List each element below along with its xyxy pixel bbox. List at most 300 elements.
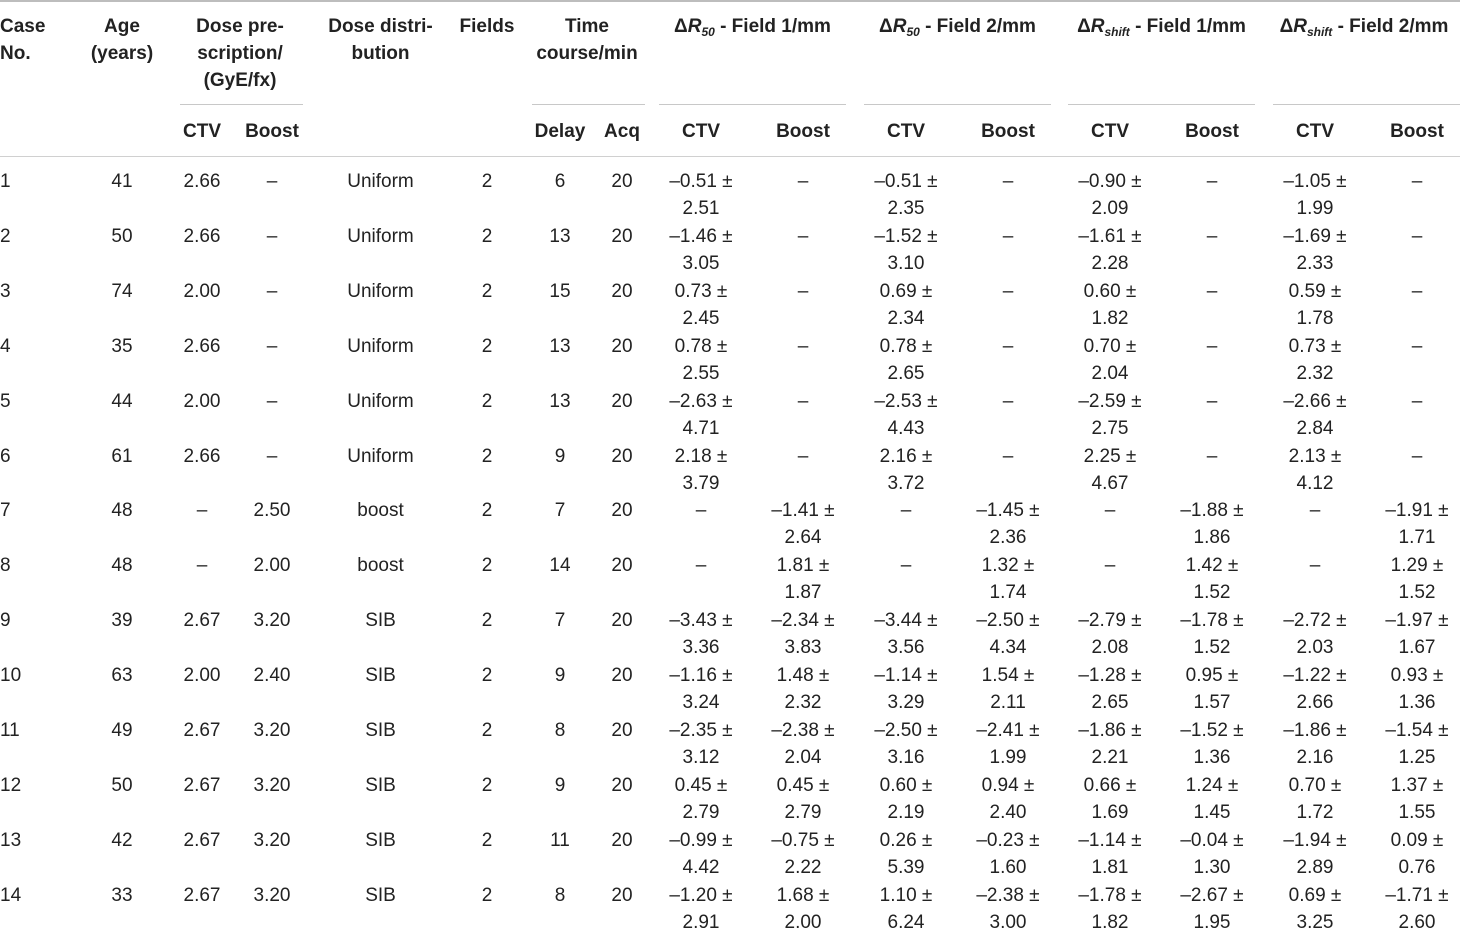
cell-dr50-f2-boost <box>965 552 1051 606</box>
cell-drshift-f1-boost <box>1169 717 1255 771</box>
cell-line: –2.63 ± <box>669 390 733 412</box>
table-row <box>0 827 1460 882</box>
cell-dr50-f1-boost <box>760 278 846 305</box>
table-row <box>0 662 1460 717</box>
cell-dr50-f1-boost <box>760 388 846 415</box>
cell-line: 0.60 ± <box>1083 280 1137 302</box>
cell-line: 0.93 ± <box>1390 665 1444 687</box>
cell-drshift-f2-boost <box>1374 278 1460 305</box>
header-drshift-field2 <box>1268 13 1460 40</box>
header-case <box>0 13 70 67</box>
table-top-rule <box>0 0 1460 2</box>
cell-drshift-f1-ctv <box>1069 388 1151 442</box>
cell-line: 1.32 ± <box>981 555 1035 577</box>
cell-drshift-f2-boost <box>1374 552 1460 606</box>
cell-dose-boost: 2.00 <box>253 555 291 577</box>
table-row <box>0 333 1460 388</box>
cell-case: 7 <box>0 500 11 522</box>
cell-line: 0.94 ± <box>981 774 1035 796</box>
cell-line: 2.60 <box>1398 911 1436 933</box>
cell-line: 1.45 <box>1193 801 1231 823</box>
group-rule-dr50-f2 <box>864 104 1051 105</box>
cell-drshift-f2-ctv <box>1274 662 1356 716</box>
subheader-dose-boost: Boost <box>245 121 299 142</box>
cell-drshift-f2-ctv <box>1274 497 1356 524</box>
cell-line: –1.41 ± <box>771 500 835 522</box>
cell-line: –2.38 ± <box>771 720 835 741</box>
delta-symbol: Δ <box>879 16 893 37</box>
group-rule-drshift-f1 <box>1068 104 1255 105</box>
cell-dose-distribution: SIB <box>365 720 396 741</box>
cell-dose-distribution: SIB <box>365 829 396 851</box>
cell-line: –1.54 ± <box>1385 720 1449 741</box>
cell-fields: 2 <box>481 774 493 796</box>
cell-dose-ctv: 2.66 <box>183 225 221 247</box>
cell-dose-boost: – <box>266 225 278 247</box>
cell-line: – <box>1104 555 1116 577</box>
cell-fields: 2 <box>481 280 493 302</box>
cell-line: 1.60 <box>989 856 1027 878</box>
cell-line: – <box>695 555 707 577</box>
header-case-line2: No. <box>0 43 31 64</box>
cell-acq: 20 <box>611 445 633 467</box>
cell-line: –1.97 ± <box>1385 610 1449 632</box>
cell-line: 0.59 ± <box>1288 280 1342 302</box>
cell-delay: 8 <box>554 884 566 906</box>
cell-line: – <box>695 500 707 522</box>
cell-fields: 2 <box>481 445 493 467</box>
cell-line: 1.48 ± <box>776 665 830 687</box>
cell-delay: 7 <box>554 610 566 632</box>
cell-line: 2.45 <box>682 307 720 329</box>
cell-case: 12 <box>0 774 22 796</box>
cell-age: 41 <box>111 171 133 192</box>
cell-dose-ctv: 2.66 <box>183 335 221 357</box>
cell-fields: 2 <box>481 555 493 577</box>
cell-dose-distribution: SIB <box>365 665 396 687</box>
subheader-dr50-f2-ctv: CTV <box>887 121 925 142</box>
cell-drshift-f2-boost <box>1374 827 1460 881</box>
cell-drshift-f2-ctv <box>1274 443 1356 497</box>
cell-line: 4.12 <box>1296 472 1334 494</box>
cell-line: 4.67 <box>1091 472 1129 494</box>
cell-line: 4.43 <box>887 417 925 439</box>
cell-line: 1.81 <box>1091 856 1129 878</box>
group-rule-time <box>532 104 645 105</box>
cell-drshift-f1-ctv <box>1069 333 1151 387</box>
cell-dose-distribution: boost <box>357 500 404 522</box>
cell-line: –1.78 ± <box>1180 610 1244 632</box>
cell-delay: 13 <box>549 335 571 357</box>
cell-dose-distribution: Uniform <box>347 280 414 302</box>
cell-line: 3.00 <box>989 911 1027 933</box>
cell-delay: 9 <box>554 774 566 796</box>
cell-line: 2.79 <box>784 801 822 823</box>
cell-age: 35 <box>111 335 133 357</box>
cell-dr50-f2-ctv <box>865 772 947 826</box>
cell-line: 1.37 ± <box>1390 774 1444 796</box>
cell-dr50-f1-ctv <box>660 662 742 716</box>
cell-dose-distribution: SIB <box>365 774 396 796</box>
cell-dose-distribution: SIB <box>365 884 396 906</box>
cell-dr50-f2-ctv <box>865 607 947 661</box>
cell-case: 8 <box>0 555 11 577</box>
header-drshift-field1 <box>1063 13 1260 40</box>
header-dose-prescription <box>175 13 305 94</box>
cell-dr50-f2-ctv <box>865 278 947 332</box>
cell-line: 1.69 <box>1091 801 1129 823</box>
cell-drshift-f2-boost <box>1374 388 1460 415</box>
cell-line: – <box>797 280 809 302</box>
cell-line: – <box>1206 280 1218 302</box>
cell-drshift-f2-ctv <box>1274 827 1356 881</box>
cell-line: –2.67 ± <box>1180 884 1244 906</box>
cell-dr50-f1-boost <box>760 223 846 250</box>
header-drshift-field2-suffix: - Field 2/mm <box>1332 16 1449 37</box>
cell-line: –1.78 ± <box>1078 884 1142 906</box>
cell-line: 1.52 <box>1398 582 1436 604</box>
cell-line: 2.32 <box>784 692 822 714</box>
cell-dose-distribution: SIB <box>365 610 396 632</box>
header-dr50-field2-r: R <box>892 16 907 37</box>
cell-dr50-f2-ctv <box>865 882 947 936</box>
cell-line: 2.00 <box>784 911 822 933</box>
header-dose-distribution-line1: Dose distri- <box>328 16 433 37</box>
cell-line: 1.87 <box>784 582 822 604</box>
cell-dr50-f2-ctv <box>865 717 947 771</box>
cell-line: 2.13 ± <box>1288 445 1342 467</box>
cell-dose-boost: – <box>266 445 278 467</box>
table-row <box>0 388 1460 443</box>
cell-dose-boost: 2.50 <box>253 500 291 522</box>
cell-dr50-f2-boost <box>965 662 1051 716</box>
table-row <box>0 497 1460 552</box>
cell-line: 0.69 ± <box>879 280 933 302</box>
cell-age: 49 <box>111 720 133 741</box>
cell-line: –1.69 ± <box>1283 225 1347 247</box>
cell-line: –1.52 ± <box>1180 720 1244 741</box>
cell-line: 4.34 <box>989 637 1027 659</box>
cell-dr50-f1-ctv <box>660 607 742 661</box>
cell-line: 2.51 <box>682 198 720 219</box>
cell-line: – <box>797 171 809 192</box>
cell-dr50-f1-boost <box>760 168 846 195</box>
cell-drshift-f2-ctv <box>1274 882 1356 936</box>
cell-dr50-f2-boost <box>965 443 1051 470</box>
cell-line: 2.36 <box>989 527 1027 549</box>
cell-dr50-f1-ctv <box>660 388 742 442</box>
cell-line: –2.35 ± <box>669 720 733 741</box>
cell-fields: 2 <box>481 665 493 687</box>
cell-line: 2.40 <box>989 801 1027 823</box>
cell-age: 63 <box>111 665 133 687</box>
cell-drshift-f1-ctv <box>1069 443 1151 497</box>
cell-acq: 20 <box>611 665 633 687</box>
cell-delay: 6 <box>554 171 566 192</box>
cell-line: 2.28 <box>1091 252 1129 274</box>
cell-fields: 2 <box>481 335 493 357</box>
cell-drshift-f1-boost <box>1169 827 1255 881</box>
cell-line: 1.57 <box>1193 692 1231 714</box>
cell-drshift-f2-ctv <box>1274 552 1356 579</box>
cell-line: 1.99 <box>1296 198 1334 219</box>
cell-line: 1.55 <box>1398 801 1436 823</box>
subheader-delay: Delay <box>534 121 586 142</box>
cell-line: – <box>1206 390 1218 412</box>
cell-dose-boost: – <box>266 335 278 357</box>
cell-line: – <box>1002 390 1014 412</box>
table-row <box>0 223 1460 278</box>
cell-drshift-f1-boost <box>1169 607 1255 661</box>
cell-line: 2.32 <box>1296 362 1334 384</box>
cell-dr50-f2-ctv <box>865 827 947 881</box>
cell-line: –1.20 ± <box>669 884 733 906</box>
header-dose-distribution-line2: bution <box>351 43 410 64</box>
cell-dose-distribution: Uniform <box>347 335 414 357</box>
cell-drshift-f1-ctv <box>1069 223 1151 277</box>
cell-acq: 20 <box>611 829 633 851</box>
cell-line: 1.67 <box>1398 637 1436 659</box>
cell-line: 1.52 <box>1193 637 1231 659</box>
cell-dose-ctv: 2.00 <box>183 665 221 687</box>
cell-dr50-f1-boost <box>760 497 846 551</box>
cell-case: 5 <box>0 390 11 412</box>
cell-drshift-f1-boost <box>1169 772 1255 826</box>
cell-line: –1.94 ± <box>1283 829 1347 851</box>
cell-age: 39 <box>111 610 133 632</box>
cell-dose-distribution: boost <box>357 555 404 577</box>
cell-drshift-f2-ctv <box>1274 772 1356 826</box>
cell-line: 0.60 ± <box>879 774 933 796</box>
cell-line: 0.66 ± <box>1083 774 1137 796</box>
cell-dr50-f1-ctv <box>660 717 742 771</box>
header-dr50-field2-suffix: - Field 2/mm <box>919 16 1036 37</box>
cell-line: 3.25 <box>1296 911 1334 933</box>
cell-dr50-f2-ctv <box>865 497 947 524</box>
cell-dr50-f2-ctv <box>865 388 947 442</box>
cell-line: 3.83 <box>784 637 822 659</box>
cell-dr50-f1-boost <box>760 552 846 606</box>
header-age-line2: (years) <box>90 43 154 64</box>
cell-line: – <box>1002 280 1014 302</box>
cell-dose-ctv: 2.67 <box>183 720 221 741</box>
cell-dose-ctv: – <box>196 500 208 522</box>
cell-delay: 14 <box>549 555 571 577</box>
cell-line: 0.70 ± <box>1288 774 1342 796</box>
cell-line: 3.29 <box>887 692 925 714</box>
cell-line: – <box>1206 225 1218 247</box>
cell-case: 11 <box>0 720 20 741</box>
cell-acq: 20 <box>611 555 633 577</box>
cell-age: 74 <box>111 280 133 302</box>
cell-line: 2.03 <box>1296 637 1334 659</box>
cell-dose-boost: 3.20 <box>253 774 291 796</box>
cell-line: 0.95 ± <box>1185 665 1239 687</box>
cell-fields: 2 <box>481 884 493 906</box>
cell-dr50-f2-boost <box>965 772 1051 826</box>
cell-fields: 2 <box>481 171 493 192</box>
cell-line: –1.46 ± <box>669 225 733 247</box>
cell-drshift-f2-boost <box>1374 662 1460 716</box>
cell-line: 1.95 <box>1193 911 1231 933</box>
cell-line: – <box>1309 555 1321 577</box>
cell-drshift-f1-ctv <box>1069 662 1151 716</box>
cell-line: – <box>900 500 912 522</box>
cell-acq: 20 <box>611 884 633 906</box>
table-row <box>0 717 1460 772</box>
table-row <box>0 278 1460 333</box>
cell-line: 3.72 <box>887 472 925 494</box>
cell-dr50-f2-boost <box>965 497 1051 551</box>
cell-dr50-f1-ctv <box>660 443 742 497</box>
cell-line: 1.54 ± <box>981 665 1035 687</box>
cell-dose-boost: – <box>266 171 278 192</box>
cell-line: –1.86 ± <box>1283 720 1347 741</box>
header-time-course-line1: Time <box>564 16 609 37</box>
subheader-drshift-f2-ctv: CTV <box>1296 121 1334 142</box>
cell-case: 9 <box>0 610 11 632</box>
cell-line: 3.10 <box>887 252 925 274</box>
cell-line: 2.65 <box>887 362 925 384</box>
cell-dose-boost: – <box>266 280 278 302</box>
cell-case: 4 <box>0 335 11 357</box>
cell-line: –1.45 ± <box>976 500 1040 522</box>
cell-line: –2.59 ± <box>1078 390 1142 412</box>
cell-dr50-f2-boost <box>965 278 1051 305</box>
cell-dose-ctv: 2.00 <box>183 280 221 302</box>
cell-age: 61 <box>111 445 133 467</box>
cell-acq: 20 <box>611 500 633 522</box>
cell-drshift-f2-boost <box>1374 443 1460 470</box>
cell-age: 50 <box>111 225 133 247</box>
cell-line: –2.53 ± <box>874 390 938 412</box>
cell-line: –0.99 ± <box>669 829 733 851</box>
cell-line: 2.19 <box>887 801 925 823</box>
cell-line: 1.71 <box>1398 527 1436 549</box>
cell-drshift-f2-ctv <box>1274 717 1356 771</box>
cell-line: 2.16 <box>1296 747 1334 768</box>
cell-dose-ctv: 2.67 <box>183 610 221 632</box>
cell-line: –1.91 ± <box>1385 500 1449 522</box>
cell-drshift-f1-boost <box>1169 388 1255 415</box>
cell-dr50-f2-boost <box>965 717 1051 771</box>
cell-line: 2.66 <box>1296 692 1334 714</box>
cell-line: 1.30 <box>1193 856 1231 878</box>
cell-acq: 20 <box>611 225 633 247</box>
cell-dr50-f1-ctv <box>660 333 742 387</box>
cell-line: –1.86 ± <box>1078 720 1142 741</box>
cell-delay: 8 <box>554 720 566 741</box>
cell-line: 1.99 <box>989 747 1027 768</box>
cell-age: 48 <box>111 500 133 522</box>
cell-drshift-f1-boost <box>1169 223 1255 250</box>
cell-drshift-f1-boost <box>1169 882 1255 936</box>
cell-line: 2.09 <box>1091 198 1129 219</box>
cell-line: 4.71 <box>682 417 720 439</box>
cell-line: – <box>1411 225 1423 247</box>
cell-dose-boost: 3.20 <box>253 610 291 632</box>
cell-line: 2.79 <box>682 801 720 823</box>
cell-line: 5.39 <box>887 856 925 878</box>
header-drshift-field1-r: R <box>1090 16 1105 37</box>
cell-dr50-f2-ctv <box>865 168 947 222</box>
cell-age: 42 <box>111 829 133 851</box>
group-rule-dose <box>180 104 303 105</box>
cell-drshift-f1-ctv <box>1069 168 1151 222</box>
cell-line: 2.33 <box>1296 252 1334 274</box>
header-dose-prescription-line2: scription/ <box>197 43 283 64</box>
cell-line: 2.34 <box>887 307 925 329</box>
cell-line: 1.82 <box>1091 911 1129 933</box>
header-dr50-field1-suffix: - Field 1/mm <box>714 16 831 37</box>
cell-line: 1.78 <box>1296 307 1334 329</box>
cell-drshift-f2-ctv <box>1274 278 1356 332</box>
cell-line: 0.45 ± <box>776 774 830 796</box>
cell-fields: 2 <box>481 829 493 851</box>
header-drshift-field2-r: R <box>1293 16 1307 37</box>
group-rule-drshift-f2 <box>1273 104 1460 105</box>
cell-line: –1.14 ± <box>874 665 938 687</box>
cell-delay: 7 <box>554 500 566 522</box>
cell-line: 2.55 <box>682 362 720 384</box>
cell-line: –2.41 ± <box>976 720 1040 741</box>
cell-line: – <box>1002 171 1014 192</box>
cell-line: 2.89 <box>1296 856 1334 878</box>
cell-line: 6.24 <box>887 911 925 933</box>
cell-line: 2.16 ± <box>879 445 933 467</box>
cell-line: 3.24 <box>682 692 720 714</box>
cell-line: 1.10 ± <box>879 884 933 906</box>
header-dr50-field1 <box>655 13 850 40</box>
cell-dr50-f2-ctv <box>865 552 947 579</box>
cell-line: 1.42 ± <box>1185 555 1239 577</box>
cell-line: 0.09 ± <box>1390 829 1444 851</box>
cell-fields: 2 <box>481 500 493 522</box>
cell-acq: 20 <box>611 774 633 796</box>
cell-line: – <box>900 555 912 577</box>
cell-drshift-f2-ctv <box>1274 388 1356 442</box>
cell-line: –1.52 ± <box>874 225 938 247</box>
cell-drshift-f1-ctv <box>1069 772 1151 826</box>
cell-drshift-f1-boost <box>1169 497 1255 551</box>
cell-line: 1.68 ± <box>776 884 830 906</box>
cell-line: –1.61 ± <box>1078 225 1142 247</box>
header-time-course-line2: course/min <box>536 43 638 64</box>
cell-line: 0.69 ± <box>1288 884 1342 906</box>
cell-drshift-f2-boost <box>1374 607 1460 661</box>
cell-line: 1.74 <box>989 582 1027 604</box>
cell-line: –3.44 ± <box>874 610 938 632</box>
table-row <box>0 168 1460 223</box>
cell-dr50-f2-ctv <box>865 662 947 716</box>
cell-dr50-f1-boost <box>760 772 846 826</box>
cell-line: –2.50 ± <box>976 610 1040 632</box>
delta-symbol: Δ <box>674 16 688 37</box>
cell-dr50-f2-boost <box>965 607 1051 661</box>
cell-drshift-f1-boost <box>1169 552 1255 606</box>
cell-dose-distribution: Uniform <box>347 445 414 467</box>
cell-line: 1.72 <box>1296 801 1334 823</box>
cell-age: 33 <box>111 884 133 906</box>
cell-line: 0.78 ± <box>674 335 728 357</box>
cell-drshift-f1-ctv <box>1069 278 1151 332</box>
cell-dose-ctv: 2.66 <box>183 171 221 192</box>
header-drshift-field1-suffix: - Field 1/mm <box>1129 16 1246 37</box>
cell-line: –1.22 ± <box>1283 665 1347 687</box>
cell-line: –0.75 ± <box>771 829 835 851</box>
header-dr50-field1-sub: 50 <box>701 25 715 39</box>
cell-line: –1.28 ± <box>1078 665 1142 687</box>
